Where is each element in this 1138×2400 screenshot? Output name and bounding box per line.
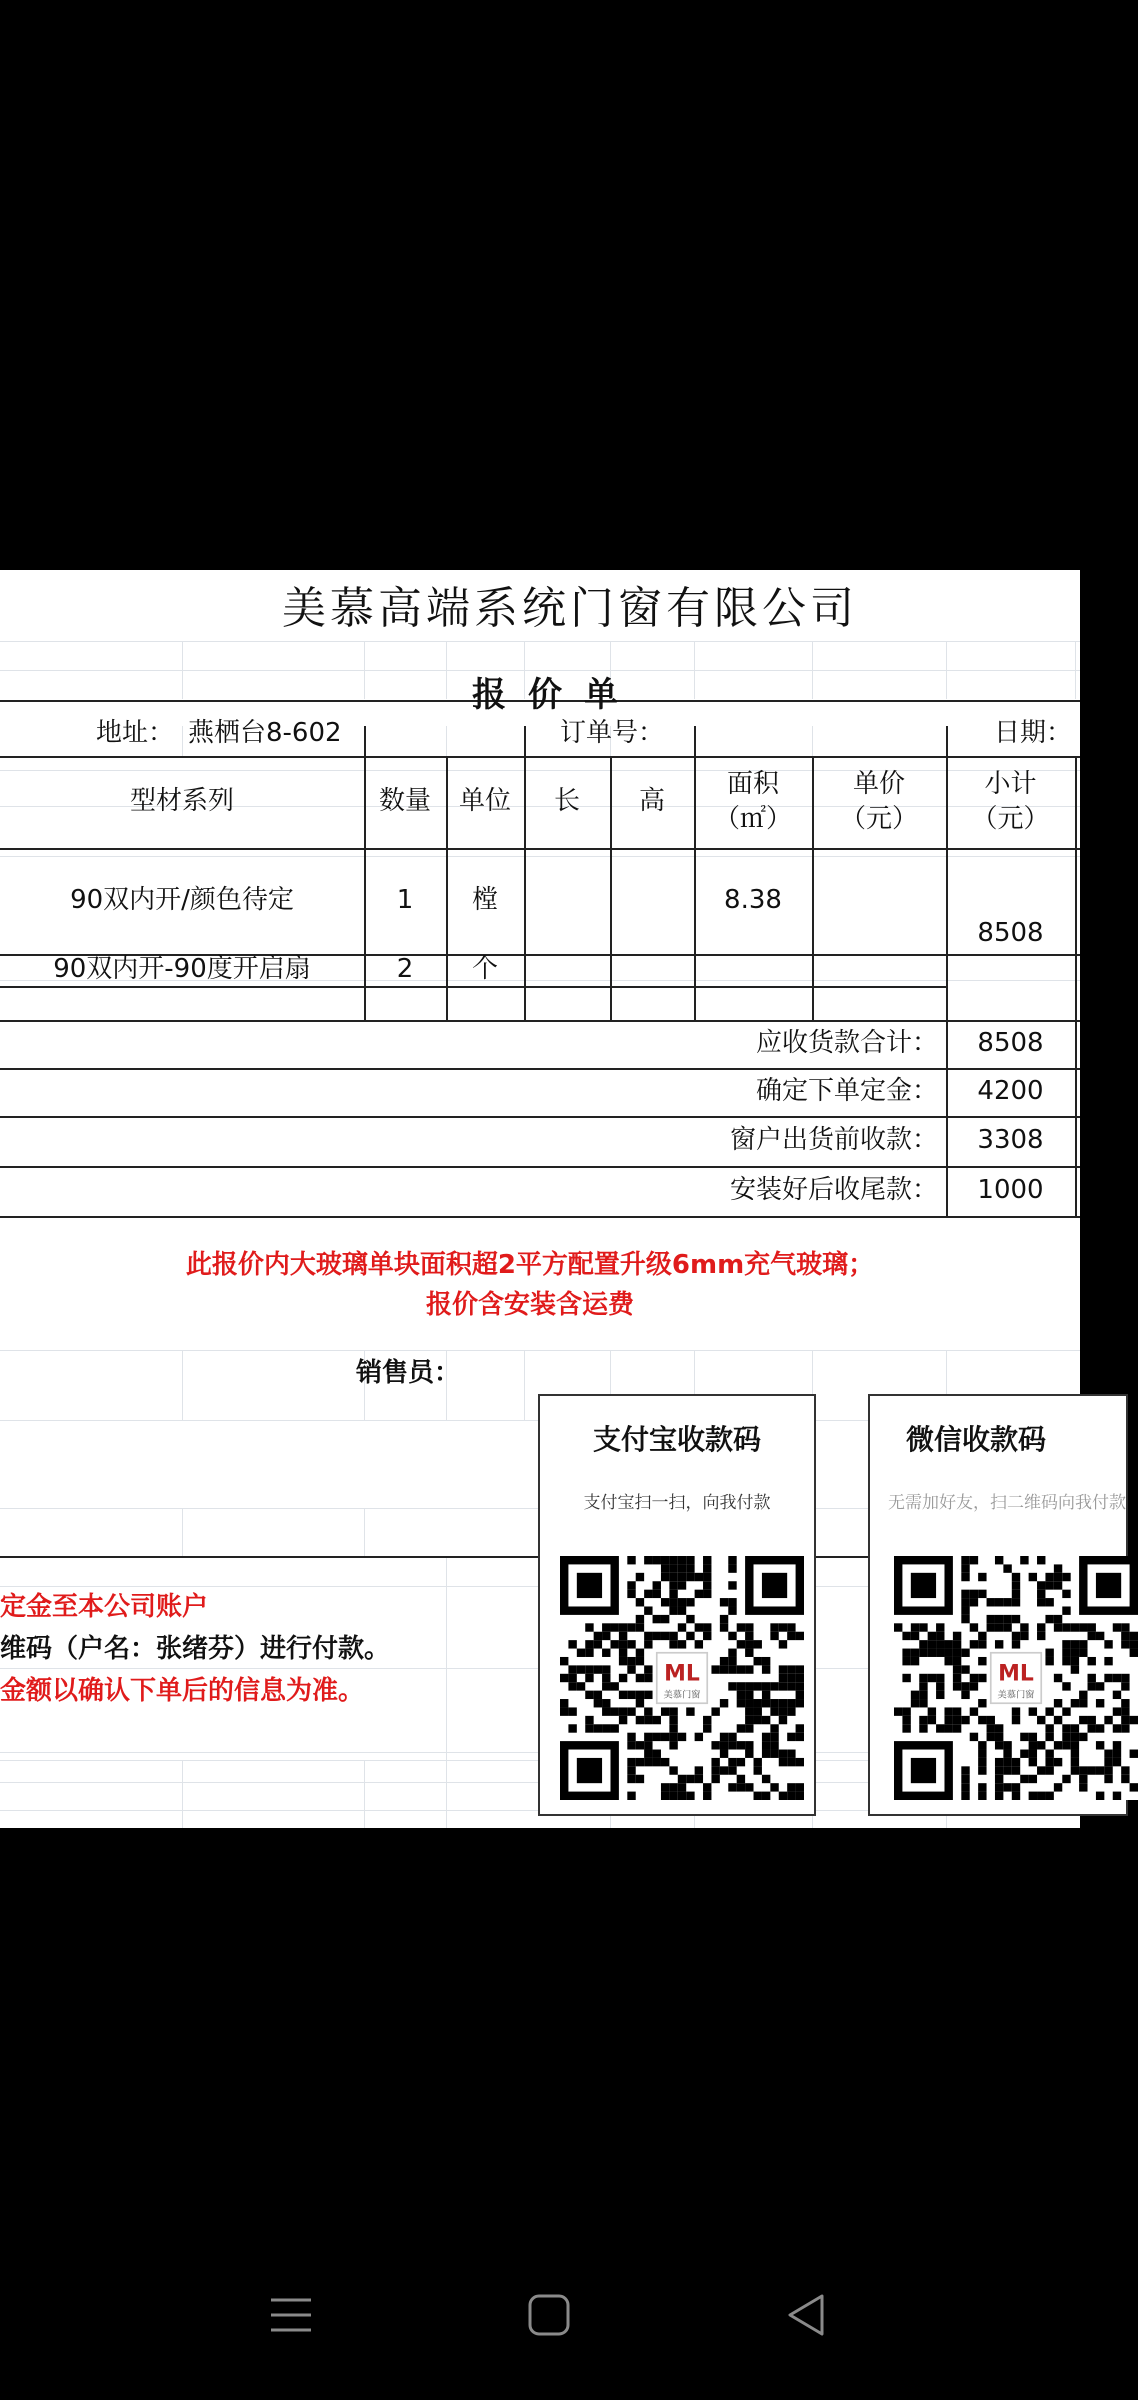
note-glass-upgrade: 此报价内大玻璃单块面积超2平方配置升级6mm充气玻璃；: [185, 1250, 875, 1281]
row1-unit: 樘: [471, 885, 498, 916]
payment-note-3: 金额以确认下单后的信息为准。: [0, 1676, 365, 1706]
row-subtotal: 8508: [977, 918, 1044, 949]
wechat-subtitle: 无需加好友，扫二维码向我付款: [888, 1493, 1126, 1513]
date-label: 日期：: [993, 718, 1072, 749]
address-value: 燕栖台8-602: [188, 718, 342, 749]
summary-deposit-value: 4200: [977, 1076, 1044, 1107]
order-number-label: 订单号：: [560, 718, 665, 749]
header-area-label: 面积: [726, 768, 779, 799]
back-icon[interactable]: [762, 2270, 852, 2360]
menu-icon[interactable]: [246, 2270, 336, 2360]
header-series: 型材系列: [129, 786, 234, 817]
header-area: [694, 756, 812, 848]
header-length: 长: [553, 786, 580, 817]
header-price-unit: （元）: [839, 804, 918, 834]
summary-predelivery-label: 窗户出货前收款：: [729, 1125, 938, 1156]
alipay-subtitle: 支付宝扫一扫，向我付款: [583, 1493, 771, 1513]
row2-unit: 个: [471, 954, 498, 985]
header-price-label: 单价: [852, 768, 905, 799]
quote-sheet: [0, 570, 1126, 1828]
company-name: 美慕高端系统门窗有限公司: [282, 583, 858, 635]
row2-series: 90双内开-90度开启扇: [53, 954, 311, 985]
header-price: [812, 756, 946, 848]
payment-note-1: 定金至本公司账户: [0, 1592, 209, 1622]
header-subtotal-label: 小计: [984, 768, 1037, 799]
summary-final-value: 1000: [977, 1175, 1044, 1206]
alipay-qr-code[interactable]: [560, 1556, 804, 1800]
home-icon[interactable]: [504, 2270, 594, 2360]
header-qty: 数量: [378, 786, 431, 817]
svg-text:ML: ML: [998, 1661, 1034, 1687]
address-label: 地址：: [95, 718, 174, 749]
header-height: 高: [638, 786, 665, 817]
svg-text:ML: ML: [664, 1661, 700, 1687]
payment-note-2: 维码（户名：张绪芬）进行付款。: [0, 1634, 391, 1664]
svg-text:美慕门窗: 美慕门窗: [997, 1689, 1035, 1701]
header-subtotal: [946, 756, 1075, 848]
row1-qty: 1: [396, 885, 414, 916]
header-area-unit: （㎡）: [713, 804, 792, 834]
document-title: 报价单: [472, 675, 640, 716]
header-unit: 单位: [458, 786, 511, 817]
wechat-qr-code[interactable]: [894, 1556, 1138, 1800]
summary-final-label: 安装好后收尾款：: [729, 1175, 938, 1206]
wechat-title: 微信收款码: [905, 1423, 1046, 1456]
header-subtotal-unit: （元）: [971, 804, 1050, 834]
row2-qty: 2: [396, 954, 414, 985]
alipay-title: 支付宝收款码: [592, 1423, 761, 1456]
salesperson-label: 销售员：: [355, 1358, 460, 1389]
note-installation: 报价含安装含运费: [425, 1290, 634, 1321]
wechat-qr-card: [868, 1394, 1128, 1816]
system-navigation-bar: [0, 2230, 1080, 2400]
row1-area: 8.38: [724, 885, 782, 916]
summary-total-value: 8508: [977, 1028, 1044, 1059]
summary-total-label: 应收货款合计：: [755, 1028, 938, 1059]
row1-series: 90双内开/颜色待定: [70, 885, 294, 916]
svg-text:美慕门窗: 美慕门窗: [663, 1689, 701, 1701]
summary-predelivery-value: 3308: [977, 1125, 1044, 1156]
summary-deposit-label: 确定下单定金：: [755, 1076, 938, 1107]
alipay-qr-card: [538, 1394, 816, 1816]
